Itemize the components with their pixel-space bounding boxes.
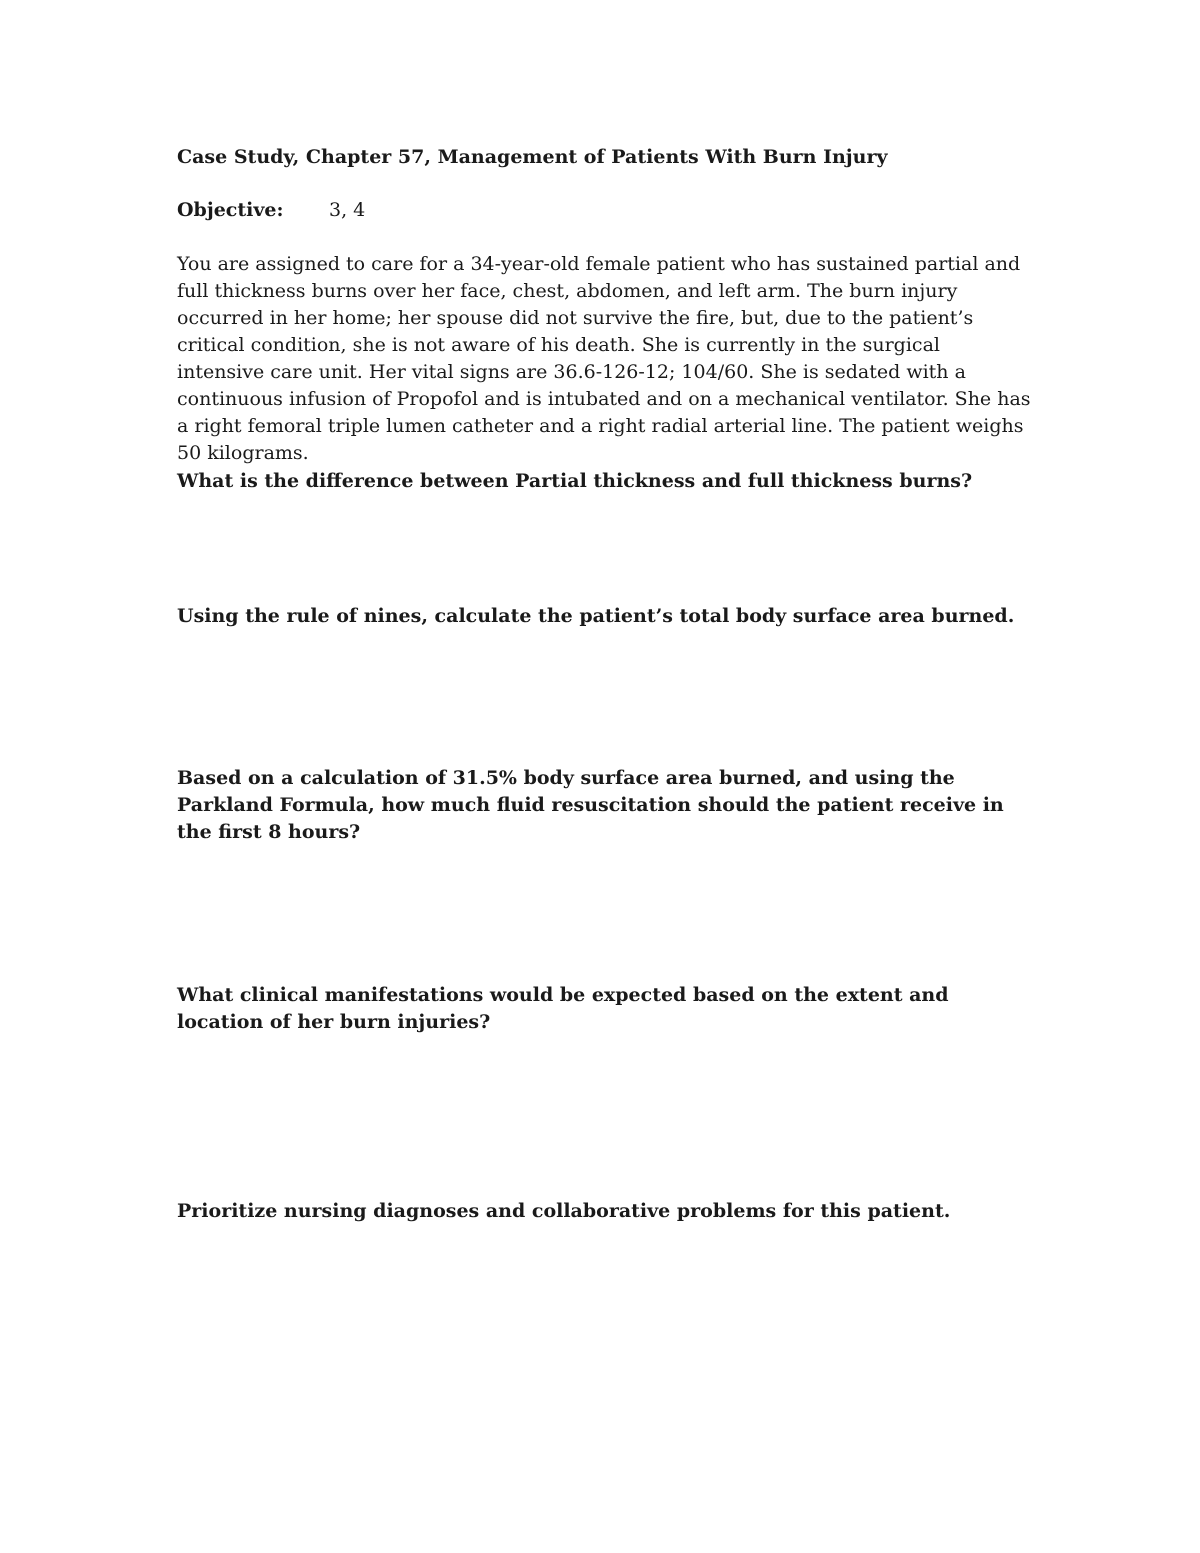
question-4: What clinical manifestations would be expected based on the extent and location of her burn injuries? (177, 984, 949, 1033)
document-title: Case Study, Chapter 57, Management of Patients With Burn Injury (177, 146, 888, 168)
objective-row (177, 197, 1037, 224)
question-2: Using the rule of nines, calculate the patient’s total body surface area burned. (177, 605, 1015, 627)
question-1: What is the difference between Partial thickness and full thickness burns? (177, 470, 973, 492)
question-5: Prioritize nursing diagnoses and collaborative problems for this patient. (177, 1200, 951, 1222)
objective-value: 3, 4 (329, 199, 366, 221)
question-3: Based on a calculation of 31.5% body surface area burned, and using the Parkland Formula, how much fluid resuscitation should the patient receive in the first 8 hours? (177, 767, 1004, 843)
case-scenario-paragraph: You are assigned to care for a 34-year-old female patient who has sustained partial and full thickness burns over her face, chest, abdomen, and left arm. The burn injury occurred in her home; her spouse did not survive the fire, but, due to the patient’s critical condition, she is not aware of his death. She is currently in the surgical intensive care unit. Her vital signs are 36.6-126-12; 104/60. She is sedated with a continuous infusion of Propofol and is intubated and on a mechanical ventilator. She has a right femoral triple lumen catheter and a right radial arterial line. The patient weighs 50 kilograms. (177, 253, 1031, 464)
objective-label: Objective: (177, 199, 284, 221)
